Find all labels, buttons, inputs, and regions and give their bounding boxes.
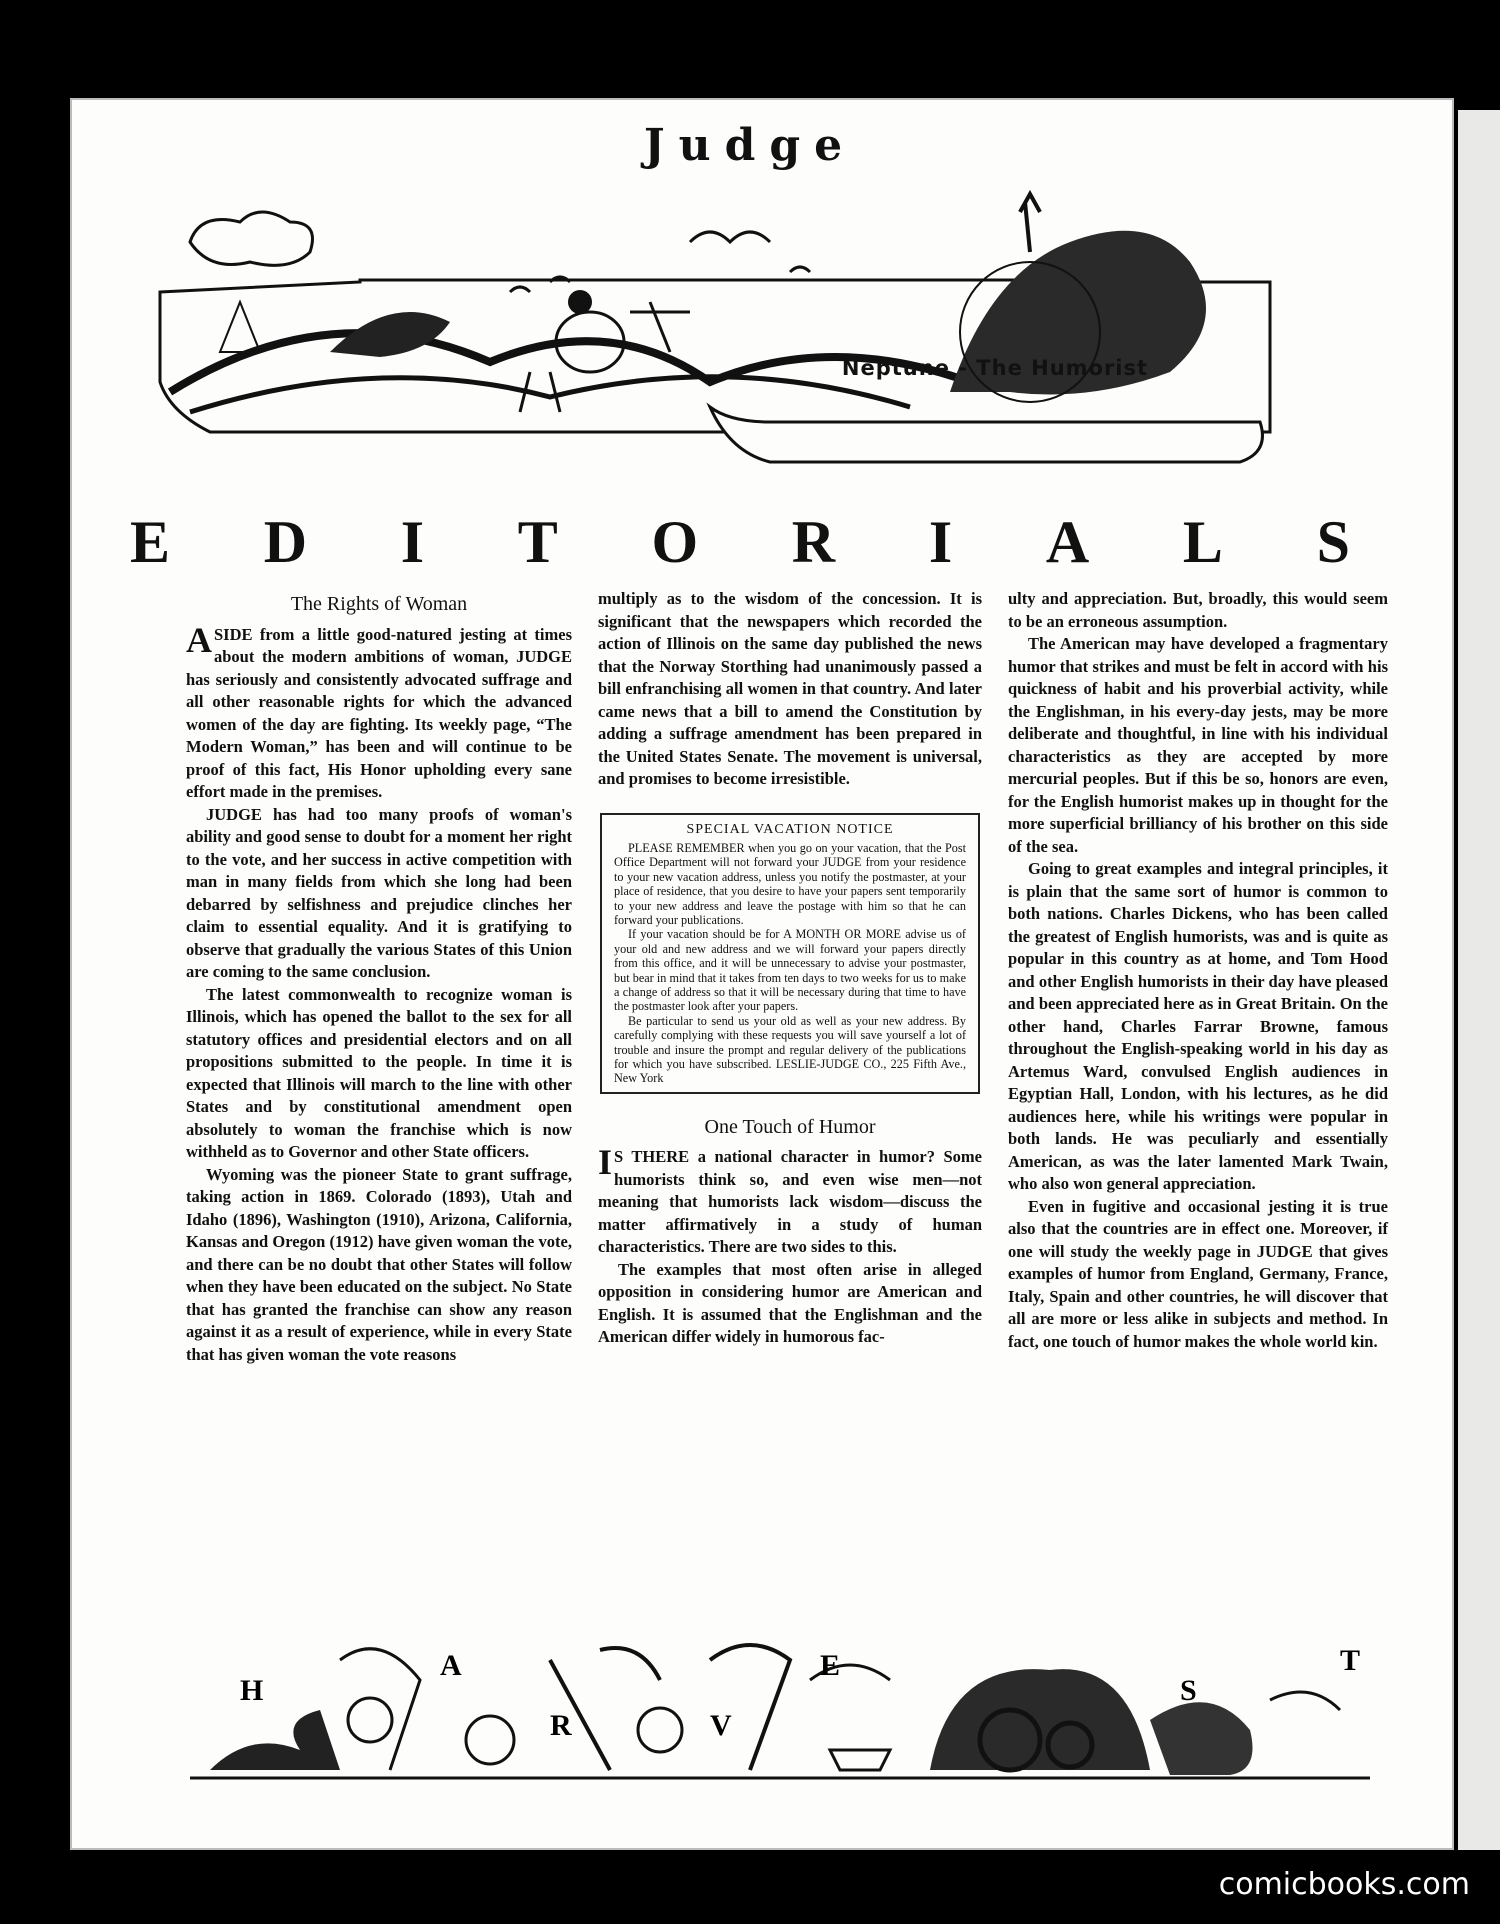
harvest-letter: A xyxy=(440,1649,462,1682)
section-title-letter: L xyxy=(1182,509,1223,575)
section-title-letter: T xyxy=(517,509,558,575)
section-title-editorials xyxy=(130,508,1350,577)
column-middle xyxy=(598,588,982,1349)
article-headline-one-touch-of-humor: One Touch of Humor xyxy=(704,1115,876,1138)
section-title-letter: R xyxy=(791,509,836,575)
article-paragraph-continued: multiply as to the wisdom of the concession. It is significant that the newspapers which recorded the action of Illinois on the same day published the news that the Norway Storthing had unanimously passed a bill enfranchising all women in that country. And later came news that a bill to amend the Constitution by adding a suffrage amendment has been prepared in the United States Senate. The movement is universal, and promises to become irresistible. xyxy=(598,589,982,788)
article-paragraph: I S THERE a national character in humor? Some humorists think so, and even wise men—not meaning that humorists lack wisdom—discuss the matter affirmatively in a study of human characteristics. There are two sides to this. xyxy=(598,1142,982,1257)
article-paragraph: JUDGE has had too many proofs of woman's ability and good sense to doubt for a moment her right to the vote, and her success in active competition with man in many fields from which she long had been debarred by selfishness and prejudice clinches her claim to essential equality. And it is gratifying to observe that gradually the various States of this Union are coming to the same conclusion. xyxy=(186,804,572,981)
drop-cap: A xyxy=(186,619,212,660)
harvest-letter: E xyxy=(820,1649,841,1682)
section-title-letter: D xyxy=(263,509,308,575)
article-paragraph: Going to great examples and integral principles, it is plain that the same sort of humor is common to both nations. Charles Dickens, who has been called the greatest of English humorists, was and is quite as popular in this country as at home, and Tom Hood and other English humorists in their day have pleased and been appreciated here as in Great Britain. On the other hand, Charles Farrar Browne, famous throughout the English-speaking world in his day as Artemus Ward, convulsed English audiences in Egyptian Hall, London, with his lectures, as he did audiences here, while his writings were popular in both lands. He was peculiarly and essentially American, as was the later lamented Mark Twain, who also won general appreciation. xyxy=(1008,859,1388,1193)
notice-paragraph: Be particular to send us your old as well as your new address. By carefully complying with these requests you will save yourself a lot of trouble and insure the prompt and regular delivery of the publications for which you have subscribed. LESLIE-JUDGE CO., 225 Fifth Ave., New York xyxy=(614,1013,966,1086)
column-left xyxy=(186,593,572,1366)
neptune-banner-illustration xyxy=(130,182,1290,482)
banner-caption: Neptune - The Humorist xyxy=(841,356,1149,380)
article-paragraph: ASIDE from a little good-natured jesting at times about the modern ambitions of woman, JUDGE has seriously and consistently advocated suffrage and all other reasonable rights for which the advanced women of the day are fighting. Its weekly page, “The Modern Woman,” has been and will continue to be proof of this fact, His Honor upholding every sane effort made in the premises. xyxy=(186,619,572,801)
special-vacation-notice-box xyxy=(600,813,980,1094)
notice-paragraph: PLEASE REMEMBER when you go on your vacation, that the Post Office Department will not forward your JUDGE from your residence to your new vacation address, unless you notify the postmaster, at your place of residence, that you desire to have your papers sent temporarily to your new address and leave the postage with him so that he can forward your publications. xyxy=(614,840,966,927)
article-headline-rights-of-woman: The Rights of Woman xyxy=(290,593,468,615)
harvest-letter: V xyxy=(710,1709,732,1742)
notice-paragraph: If your vacation should be for A MONTH OR MORE advise us of your old and new address and we will forward your papers directly from this office, and it will be unnecessary to advise your postmaster, but bear in mind that it takes from ten days to two weeks for us to make a change of address so that it will be necessary during that time to have the postmaster look after your papers. xyxy=(614,927,966,1014)
harvest-illustration xyxy=(190,1620,1370,1790)
section-title-letter: A xyxy=(1045,509,1090,575)
section-title-letter: I xyxy=(400,509,425,575)
harvest-letter: S xyxy=(1180,1674,1197,1707)
article-paragraph-continued: ulty and appreciation. But, broadly, this would seem to be an erroneous assumption. xyxy=(1008,589,1388,631)
harvest-letter: R xyxy=(550,1709,572,1742)
column-right xyxy=(1008,588,1388,1353)
section-title-letter: O xyxy=(651,509,699,575)
notice-title: SPECIAL VACATION NOTICE xyxy=(686,821,894,837)
drop-cap: I xyxy=(598,1142,613,1183)
adjacent-page-edge xyxy=(1458,110,1500,1850)
article-paragraph: Wyoming was the pioneer State to grant suffrage, taking action in 1869. Colorado (1893), Utah and Idaho (1896), Washington (1910), Arizona, California, Kansas and Oregon (1912) have given woman the vote, and there can be no doubt that other States will follow when they have been educated on the subject. No State that has granted the franchise can show any reason against it as a result of experience, while in every State that has given woman the vote reasons xyxy=(186,1164,572,1364)
section-title-letter: E xyxy=(130,509,171,575)
harvest-letter: T xyxy=(1340,1644,1361,1677)
article-paragraph: The American may have developed a fragmentary humor that strikes and must be felt in accord with his quickness of habit and his proverbial activity, while the Englishman, in his every-day jests, may be more deliberate and thoughtful, in line with his individual characteristics as they are accepted by more mercurial peoples. But if this be so, honors are even, for the English humorist makes up in thought for the more superficial brilliancy of his brother on this side of the sea. xyxy=(1008,634,1388,856)
section-title-letter: I xyxy=(928,509,953,575)
section-title-letter: S xyxy=(1316,509,1350,575)
site-watermark: comicbooks.com xyxy=(1218,1867,1470,1902)
magazine-title: Judge xyxy=(643,120,857,171)
article-paragraph: Even in fugitive and occasional jesting it is true also that the countries are in effect one. Moreover, if one will study the weekly page in JUDGE that gives examples of humor from England, Germany, France, Italy, Spain and other countries, he will discover that all are more or less alike in subjects and method. In fact, one touch of humor makes the whole world kin. xyxy=(1008,1196,1388,1351)
harvest-letter: H xyxy=(240,1674,264,1707)
article-paragraph: The latest commonwealth to recognize woman is Illinois, which has opened the ballot to the sex for all statutory offices and presidential electors and on all propositions submitted to the people. In time it is expected that Illinois will march to the line with other States and by constitutional amendment open absolutely to woman the franchise which is now withheld as to Governor and other State officers. xyxy=(186,984,572,1161)
article-paragraph: The examples that most often arise in alleged opposition in considering humor are American and English. It is assumed that the Englishman and the American differ widely in humorous fac- xyxy=(598,1259,982,1347)
